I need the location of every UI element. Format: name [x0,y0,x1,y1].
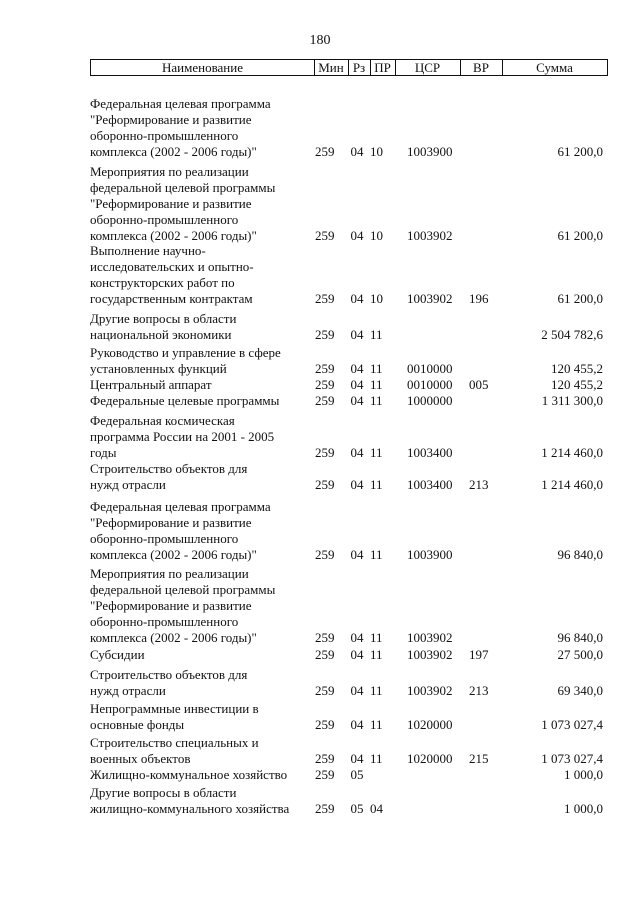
row-sum: 1 073 027,4 [541,717,603,732]
header-min: Мин [314,60,349,75]
row-name: Выполнение научно- исследовательских и опытно- конструкторских работ по государственным контрактам [90,243,254,306]
row-csr: 1020000 [407,717,453,732]
row-pr: 11 [370,630,383,645]
row-name: Мероприятия по реализации федеральной целевой программы "Реформирование и развитие оборонно-промышленного комплекса (2002 - 2006 годы)" [90,566,276,645]
row-csr: 1003900 [407,144,453,159]
table-row [90,345,608,377]
row-pr: 11 [370,327,383,342]
row-csr: 1003902 [407,291,453,306]
table-row [90,735,608,767]
row-min: 259 [315,630,335,645]
row-vr: 005 [469,377,489,392]
row-name: Жилищно-коммунальное хозяйство [90,767,288,782]
row-vr: 215 [469,751,489,766]
row-csr: 1003400 [407,445,453,460]
row-sum: 120 455,2 [551,377,603,392]
row-rz: 04 [350,327,364,342]
row-pr: 11 [370,751,383,766]
row-csr: 0010000 [407,361,453,376]
table-row [90,785,608,817]
header-name: Наименование [91,60,315,75]
row-sum: 96 840,0 [557,547,603,562]
table-row [90,499,608,563]
row-csr: 0010000 [407,377,453,392]
header-rz: Рз [348,60,371,75]
row-pr: 04 [370,801,383,816]
row-name: Мероприятия по реализации федеральной целевой программы "Реформирование и развитие оборонно-промышленного комплекса (2002 - 2006 годы)" [90,164,276,243]
table-row [90,667,608,699]
row-csr: 1000000 [407,393,453,408]
row-name: Федеральная целевая программа "Реформирование и развитие оборонно-промышленного комплекса (2002 - 2006 годы)" [90,96,271,159]
row-pr: 11 [370,547,383,562]
row-vr: 196 [469,291,489,306]
row-min: 259 [315,547,335,562]
row-name: Центральный аппарат [90,377,212,392]
row-sum: 61 200,0 [557,144,603,159]
row-sum: 61 200,0 [557,228,603,243]
row-csr: 1003902 [407,683,453,698]
row-min: 259 [315,717,335,732]
row-vr: 213 [469,683,489,698]
row-pr: 11 [370,647,383,662]
row-min: 259 [315,228,335,243]
row-rz: 04 [350,228,364,243]
row-min: 259 [315,393,335,408]
table-row [90,701,608,733]
row-rz: 04 [350,393,364,408]
row-rz: 04 [350,477,364,492]
table-row [90,164,608,244]
row-rz: 04 [350,361,364,376]
header-pr: ПР [370,60,396,75]
row-sum: 120 455,2 [551,361,603,376]
row-csr: 1003900 [407,547,453,562]
row-name: Другие вопросы в области жилищно-коммунального хозяйства [90,785,290,816]
header-vr: ВР [460,60,503,75]
table-row [90,311,608,343]
row-rz: 04 [350,647,364,662]
row-sum: 1 311 300,0 [541,393,603,408]
row-vr: 197 [469,647,489,662]
row-name: Субсидии [90,647,145,662]
row-pr: 11 [370,377,383,392]
table-header [90,59,608,76]
table-row [90,393,608,409]
row-sum: 1 000,0 [564,767,603,782]
row-csr: 1003902 [407,228,453,243]
row-min: 259 [315,361,335,376]
row-name: Непрограммные инвестиции в основные фонды [90,701,259,732]
header-csr: ЦСР [395,60,461,75]
row-min: 259 [315,683,335,698]
row-vr: 213 [469,477,489,492]
row-sum: 2 504 782,6 [541,327,603,342]
row-sum: 1 000,0 [564,801,603,816]
row-name: Федеральная космическая программа России на 2001 - 2005 годы [90,413,275,460]
row-min: 259 [315,647,335,662]
row-sum: 61 200,0 [557,291,603,306]
row-csr: 1020000 [407,751,453,766]
row-csr: 1003902 [407,647,453,662]
row-min: 259 [315,144,335,159]
row-rz: 04 [350,751,364,766]
row-sum: 27 500,0 [557,647,603,662]
row-pr: 11 [370,717,383,732]
row-name: Другие вопросы в области национальной экономики [90,311,237,342]
row-min: 259 [315,801,335,816]
table-row [90,243,608,307]
row-min: 259 [315,445,335,460]
row-min: 259 [315,327,335,342]
row-name: Строительство специальных и военных объектов [90,735,259,766]
row-rz: 05 [350,767,364,782]
row-sum: 1 214 460,0 [541,477,603,492]
row-sum: 1 073 027,4 [541,751,603,766]
row-pr: 11 [370,683,383,698]
table-row [90,413,608,461]
page-number: 180 [309,33,331,48]
row-rz: 04 [350,445,364,460]
row-rz: 04 [350,717,364,732]
table-row [90,96,608,160]
row-csr: 1003902 [407,630,453,645]
row-name: Федеральные целевые программы [90,393,280,408]
table-row [90,566,608,646]
row-rz: 04 [350,683,364,698]
row-rz: 04 [350,630,364,645]
row-min: 259 [315,377,335,392]
row-name: Федеральная целевая программа "Реформирование и развитие оборонно-промышленного комплекса (2002 - 2006 годы)" [90,499,271,562]
table-row [90,377,608,393]
row-pr: 10 [370,228,383,243]
row-min: 259 [315,751,335,766]
row-pr: 11 [370,361,383,376]
row-pr: 11 [370,445,383,460]
row-name: Руководство и управление в сфере установленных функций [90,345,281,376]
row-min: 259 [315,767,335,782]
row-csr: 1003400 [407,477,453,492]
row-min: 259 [315,291,335,306]
table-row [90,647,608,663]
table-row [90,461,608,493]
row-pr: 10 [370,291,383,306]
row-rz: 04 [350,377,364,392]
row-name: Строительство объектов для нужд отрасли [90,667,248,698]
row-sum: 1 214 460,0 [541,445,603,460]
row-rz: 04 [350,547,364,562]
row-pr: 11 [370,393,383,408]
table-row [90,767,608,783]
row-rz: 04 [350,291,364,306]
row-min: 259 [315,477,335,492]
row-rz: 05 [350,801,364,816]
row-sum: 69 340,0 [557,683,603,698]
row-rz: 04 [350,144,364,159]
row-pr: 10 [370,144,383,159]
row-pr: 11 [370,477,383,492]
row-sum: 96 840,0 [557,630,603,645]
header-sum: Сумма [536,60,573,75]
row-name: Строительство объектов для нужд отрасли [90,461,248,492]
